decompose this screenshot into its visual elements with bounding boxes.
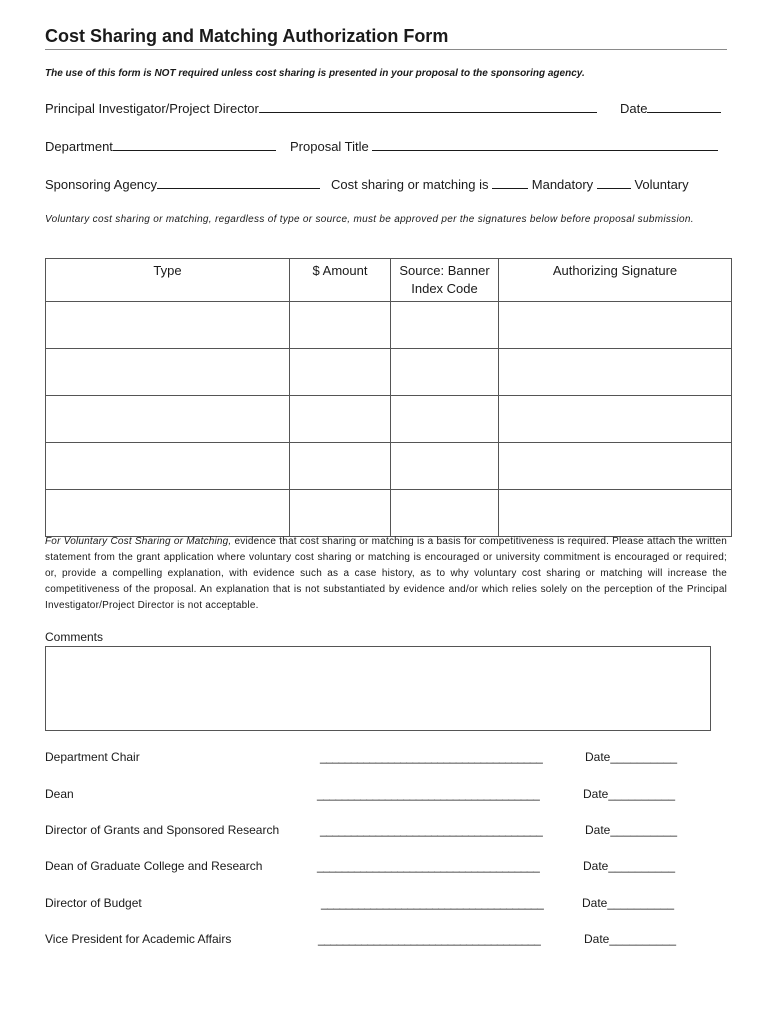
voluntary-explanation [45,534,727,614]
sig-line-department-chair[interactable]: ____________________________________ [320,750,543,764]
sig-role-dean: Dean [45,787,74,801]
table-header-row [46,259,732,302]
header-type: Type [46,259,290,302]
sig-line-dean[interactable]: ____________________________________ [317,787,540,801]
sig-role-department-chair: Department Chair [45,750,140,764]
source-cell[interactable] [391,302,499,349]
amount-cell[interactable] [290,302,391,349]
sponsoring-agency-input-line[interactable] [157,176,320,189]
type-cell[interactable] [46,443,290,490]
pi-input-line[interactable] [259,100,597,113]
table-row [46,490,732,537]
proposal-title-label: Proposal Title [290,139,369,154]
mandatory-label: Mandatory [531,177,594,192]
table-row [46,443,732,490]
sponsoring-agency-label: Sponsoring Agency [45,177,158,192]
sig-role-director-grants: Director of Grants and Sponsored Research [45,823,280,837]
sig-date-vp-academic[interactable]: Date__________ [584,932,677,946]
comments-box[interactable] [45,646,711,731]
sig-line-director-budget[interactable]: ____________________________________ [321,896,544,910]
signature-cell[interactable] [499,302,732,349]
signature-cell[interactable] [499,396,732,443]
source-cell[interactable] [391,443,499,490]
type-cell[interactable] [46,349,290,396]
cost-sharing-row [331,176,689,192]
sig-line-vp-academic[interactable]: ____________________________________ [318,932,541,946]
department-input-line[interactable] [113,138,276,151]
sig-role-vp-academic: Vice President for Academic Affairs [45,932,232,946]
amount-cell[interactable] [290,490,391,537]
approval-note: Voluntary cost sharing or matching, regardless of type or source, must be approved per the signatures below before proposal submission. [45,214,694,225]
signature-cell[interactable] [499,490,732,537]
amount-cell[interactable] [290,396,391,443]
header-source: Source: Banner Index Code [391,259,499,302]
proposal-title-input-line[interactable] [372,138,718,151]
pi-date-row [620,100,721,116]
table-row [46,396,732,443]
form-title: Cost Sharing and Matching Authorization Form [45,26,449,46]
type-cell[interactable] [46,490,290,537]
signature-cell[interactable] [499,443,732,490]
voluntary-label: Voluntary [634,177,689,192]
table-row [46,302,732,349]
explanation-lead: For Voluntary Cost Sharing or Matching, [45,536,232,547]
voluntary-input-line[interactable] [597,176,631,189]
pi-date-label: Date [620,101,648,116]
sig-date-director-grants[interactable]: Date__________ [585,823,678,837]
source-cell[interactable] [391,349,499,396]
pi-field-row [45,100,597,116]
sig-role-dean-graduate: Dean of Graduate College and Research [45,859,263,873]
header-amount: $ Amount [290,259,391,302]
sig-date-director-budget[interactable]: Date__________ [582,896,675,910]
department-field-row [45,138,276,154]
proposal-title-row [290,138,718,154]
source-cell[interactable] [391,490,499,537]
sponsoring-agency-row [45,176,320,192]
sig-line-director-grants[interactable]: ____________________________________ [320,823,543,837]
mandatory-input-line[interactable] [492,176,528,189]
usage-note: The use of this form is NOT required unless cost sharing is presented in your proposal to the sponsoring agency. [45,68,585,79]
sig-date-dean-graduate[interactable]: Date__________ [583,859,676,873]
type-cell[interactable] [46,396,290,443]
amount-cell[interactable] [290,443,391,490]
comments-label: Comments [45,630,104,644]
explanation-body: evidence that cost sharing or matching is a basis for competitiveness is required. Please attach the written statement from the grant application where voluntary cost sharing or matching is encouraged or university commitment is encouraged or required; or, provide a compelling explanation, with evidence such as a case history, as to why voluntary cost sharing or matching will increase the competitiveness of the proposal. An explanation that is not substantiated by evidence and/or which relies solely on the perception of the Principal Investigator/Project Director is not acceptable. [45,536,727,611]
cost-sharing-table [45,258,732,537]
cost-sharing-label: Cost sharing or matching is [331,177,489,192]
amount-cell[interactable] [290,349,391,396]
source-cell[interactable] [391,396,499,443]
department-label: Department [45,139,113,154]
sig-date-department-chair[interactable]: Date__________ [585,750,678,764]
sig-role-director-budget: Director of Budget [45,896,142,910]
sig-date-dean[interactable]: Date__________ [583,787,676,801]
pi-date-input-line[interactable] [647,100,721,113]
header-authorizing-signature: Authorizing Signature [499,259,732,302]
table-row [46,349,732,396]
sig-line-dean-graduate[interactable]: ____________________________________ [317,859,540,873]
type-cell[interactable] [46,302,290,349]
title-divider [45,49,727,50]
pi-label: Principal Investigator/Project Director [45,101,259,116]
signature-cell[interactable] [499,349,732,396]
